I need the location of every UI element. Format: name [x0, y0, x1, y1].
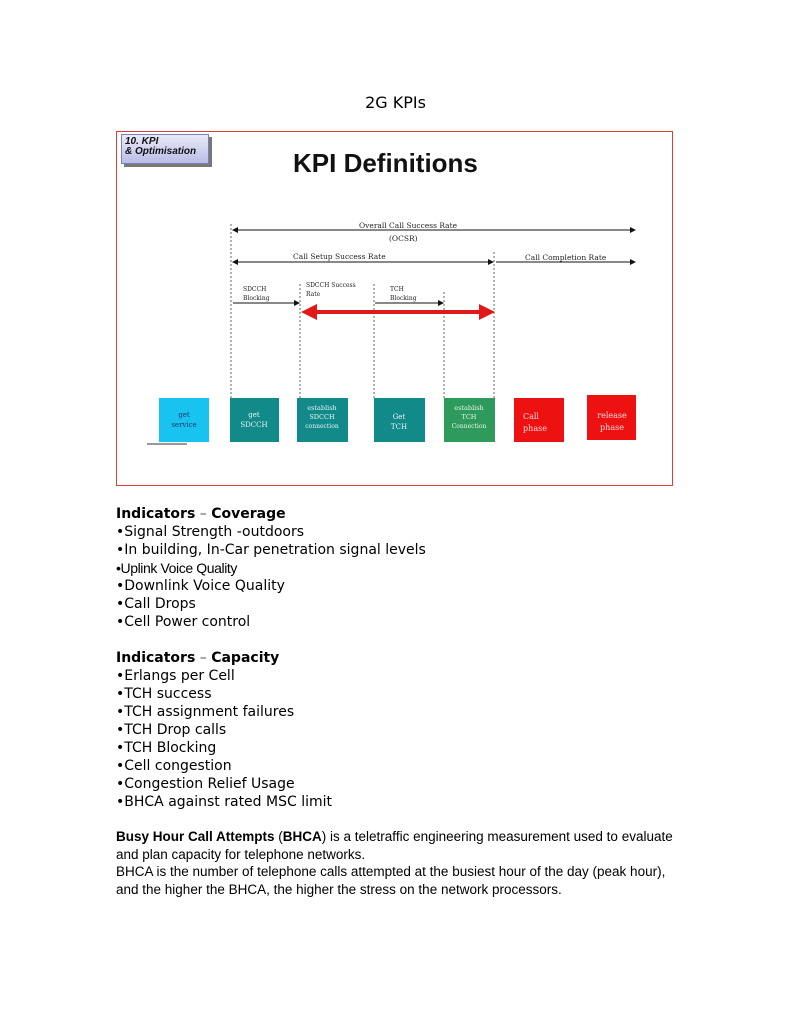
- svg-text:establish: establish: [454, 404, 484, 412]
- svg-text:SDCCH: SDCCH: [309, 413, 335, 421]
- svg-text:get: get: [178, 411, 190, 419]
- list-item: •Uplink Voice Quality: [116, 560, 238, 576]
- svg-text:service: service: [171, 421, 197, 429]
- kpi-definitions-figure: [116, 131, 673, 486]
- svg-text:TCH: TCH: [390, 423, 408, 431]
- svg-text:Connection: Connection: [451, 423, 487, 430]
- kpi-flow-diagram: [117, 132, 674, 487]
- ocsr-label: (OCSR): [389, 234, 418, 243]
- box-get-service: [159, 398, 209, 442]
- svg-text:TCH: TCH: [461, 413, 477, 421]
- badge-line-2: & Optimisation: [125, 146, 197, 157]
- overall-label: Overall Call Success Rate: [359, 221, 458, 230]
- tch-blocking-label-2: Blocking: [390, 295, 417, 302]
- completion-label: Call Completion Rate: [525, 253, 607, 262]
- list-item: •Erlangs per Cell: [116, 668, 235, 684]
- svg-text:get: get: [248, 411, 260, 419]
- figure-title: KPI Definitions: [293, 148, 478, 178]
- indicator-sections: [116, 505, 676, 811]
- bhca-paragraph: [116, 828, 676, 898]
- list-item: •Cell congestion: [116, 758, 232, 774]
- sdcch-blocking-label-1: SDCCH: [243, 286, 267, 293]
- list-item: •TCH Drop calls: [116, 722, 227, 738]
- badge-line-1: 10. KPI: [125, 136, 159, 147]
- coverage-heading: Indicators – Coverage: [116, 506, 286, 522]
- sdcch-blocking-label-2: Blocking: [243, 295, 270, 302]
- svg-text:phase: phase: [600, 423, 624, 432]
- list-item: •TCH Blocking: [116, 740, 217, 756]
- svg-text:phase: phase: [523, 424, 547, 433]
- box-get-sdcch: [230, 398, 279, 442]
- sdcch-success-label-1: SDCCH Success: [306, 282, 356, 289]
- sdcch-success-label-2: Rate: [306, 291, 321, 298]
- list-item: •TCH success: [116, 686, 212, 702]
- process-boxes: [159, 395, 636, 442]
- list-item: •Congestion Relief Usage: [116, 776, 295, 792]
- svg-text:establish: establish: [307, 404, 337, 412]
- list-item: •In building, In-Car penetration signal levels: [116, 542, 426, 558]
- list-item: •TCH assignment failures: [116, 704, 295, 720]
- list-item: •Downlink Voice Quality: [116, 578, 285, 594]
- bhca-explanation: BHCA is the number of telephone calls attempted at the busiest hour of the day (peak hour), and the higher the BHCA, the higher the stress on the network processors.: [116, 864, 666, 897]
- svg-text:release: release: [597, 411, 627, 420]
- svg-text:SDCCH: SDCCH: [240, 421, 268, 429]
- svg-text:Call: Call: [522, 412, 540, 421]
- list-item: •Call Drops: [116, 596, 196, 612]
- svg-text:connection: connection: [305, 423, 339, 430]
- bhca-definition: Busy Hour Call Attempts (BHCA) is a teletraffic engineering measurement used to evaluate and plan capacity for telephone networks.: [116, 829, 673, 862]
- capacity-heading: Indicators – Capacity: [116, 650, 280, 666]
- svg-text:Get: Get: [392, 413, 406, 421]
- page-title: 2G KPIs: [365, 93, 426, 112]
- tch-blocking-label-1: TCH: [390, 286, 404, 293]
- list-item: •BHCA against rated MSC limit: [116, 794, 332, 810]
- list-item: •Cell Power control: [116, 614, 251, 630]
- setup-label: Call Setup Success Rate: [293, 252, 386, 261]
- list-item: •Signal Strength -outdoors: [116, 524, 305, 540]
